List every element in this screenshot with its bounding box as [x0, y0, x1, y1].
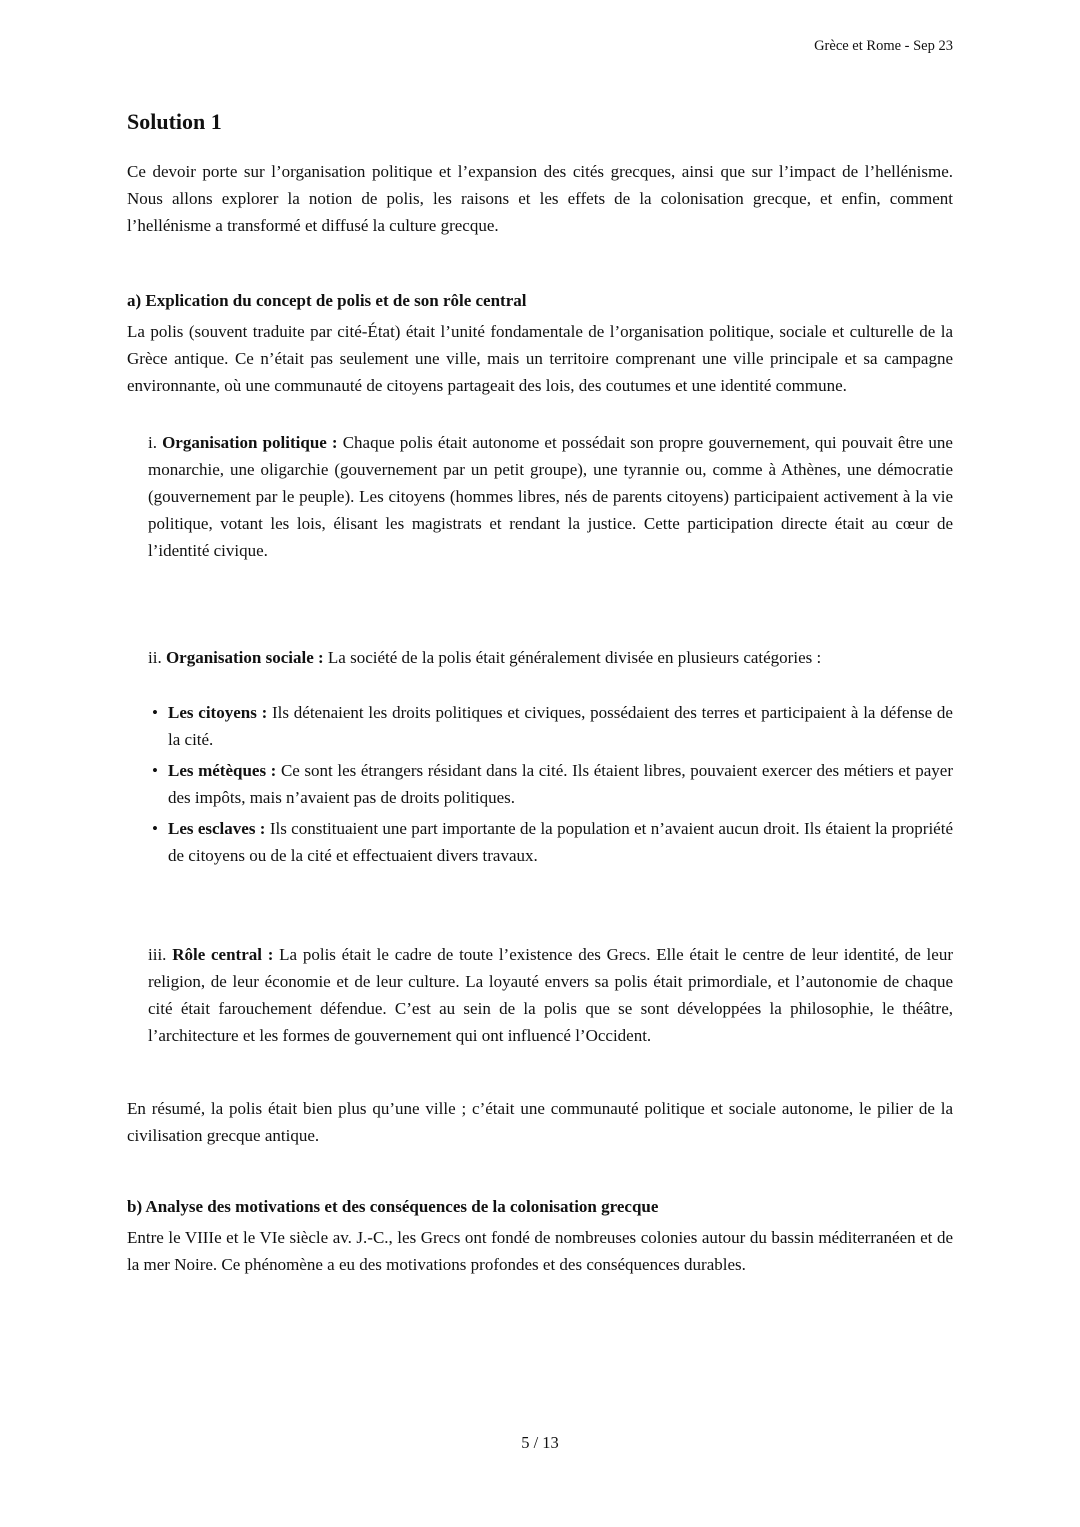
- item-label: Organisation sociale :: [165, 648, 324, 667]
- bullet-label: Les esclaves :: [168, 819, 266, 838]
- bullet-label: Les citoyens :: [168, 703, 268, 722]
- section-b-heading: b) Analyse des motivations et des conséquences de la colonisation grecque: [127, 1197, 659, 1216]
- page-header: [127, 36, 953, 56]
- item-number: i.: [148, 433, 163, 452]
- roman-item-ii: [148, 644, 953, 671]
- item-text: La polis était le cadre de toute l’existence des Grecs. Elle était le centre de leur identité, de leur religion, de leur économie et de leur culture. La loyauté envers sa polis était primordiale, et l’autonomie de chaque cité était farouchement défendue. C’est au sein de la polis que se sont développées la philosophie, le théâtre, l’architecture et les formes de gouvernement qui ont influencé l’Occident.: [148, 945, 953, 1045]
- item-number: iii.: [148, 945, 173, 964]
- roman-item-iii: [148, 941, 953, 1049]
- page-number: 5 / 13: [521, 1433, 559, 1452]
- bullet-label: Les métèques :: [168, 761, 277, 780]
- bullet-list: [152, 699, 953, 869]
- roman-item-i: [148, 429, 953, 564]
- item-text: Chaque polis était autonome et possédait son propre gouvernement, qui pouvait être une monarchie, une oligarchie (gouvernement par un petit groupe), une tyrannie ou, comme à Athènes, une démocratie (gouvernement par le peuple). Les citoyens (hommes libres, nés de parents citoyens) participaient activement à la vie politique, votant les lois, élisant les magistrats et rendant la justice. Cette participation directe était au cœur de l’identité civique.: [148, 433, 953, 560]
- bullet-text: [168, 699, 953, 753]
- item-label: Organisation politique :: [162, 433, 338, 452]
- list-item: [152, 815, 953, 869]
- section-b-body: Entre le VIIIe et le VIe siècle av. J.-C., les Grecs ont fondé de nombreuses colonies autour du bassin méditerranéen et de la mer Noire. Ce phénomène a eu des motivations profondes et des conséquences durables.: [127, 1228, 953, 1274]
- bullet-body: Ils constituaient une part importante de la population et n’avaient aucun droit. Ils étaient la propriété de citoyens ou de la cité et effectuaient divers travaux.: [168, 819, 953, 865]
- item-number: ii.: [148, 648, 166, 667]
- section-a-body: La polis (souvent traduite par cité-État) était l’unité fondamentale de l’organisation politique, sociale et culturelle de la Grèce antique. Ce n’était pas seulement une ville, mais un territoire comprenant une ville principale et sa campagne environnante, où une communauté de citoyens partageait des lois, des coutumes et une identité commune.: [127, 322, 953, 395]
- intro-paragraph: Ce devoir porte sur l’organisation politique et l’expansion des cités grecques, ainsi que sur l’impact de l’hellénisme. Nous allons explorer la notion de polis, les raisons et les effets de la colonisation grecque, et enfin, comment l’hellénisme a transformé et diffusé la culture grecque.: [127, 162, 953, 235]
- bullet-text: [168, 757, 953, 811]
- bullet-body: Ce sont les étrangers résidant dans la cité. Ils étaient libres, pouvaient exercer des métiers et payer des impôts, mais n’avaient pas de droits politiques.: [168, 761, 953, 807]
- item-text: La société de la polis était généralement divisée en plusieurs catégories :: [323, 648, 822, 667]
- item-label: Rôle central :: [172, 945, 274, 964]
- section-a-summary: En résumé, la polis était bien plus qu’une ville ; c’était une communauté politique et sociale autonome, le pilier de la civilisation grecque antique.: [127, 1099, 953, 1145]
- page-title: Solution 1: [127, 109, 222, 134]
- bullet-body: Ils détenaient les droits politiques et civiques, possédaient des terres et participaient à la défense de la cité.: [168, 703, 953, 749]
- bullet-icon: •: [152, 819, 158, 838]
- bullet-icon: •: [152, 761, 158, 780]
- page-footer: [0, 1431, 1080, 1455]
- list-item: [152, 699, 953, 753]
- section-a-heading: a) Explication du concept de polis et de son rôle central: [127, 291, 527, 310]
- list-item: [152, 757, 953, 811]
- bullet-text: [168, 815, 953, 869]
- header-title: Grèce et Rome - Sep 23: [814, 38, 953, 54]
- bullet-icon: •: [152, 703, 158, 722]
